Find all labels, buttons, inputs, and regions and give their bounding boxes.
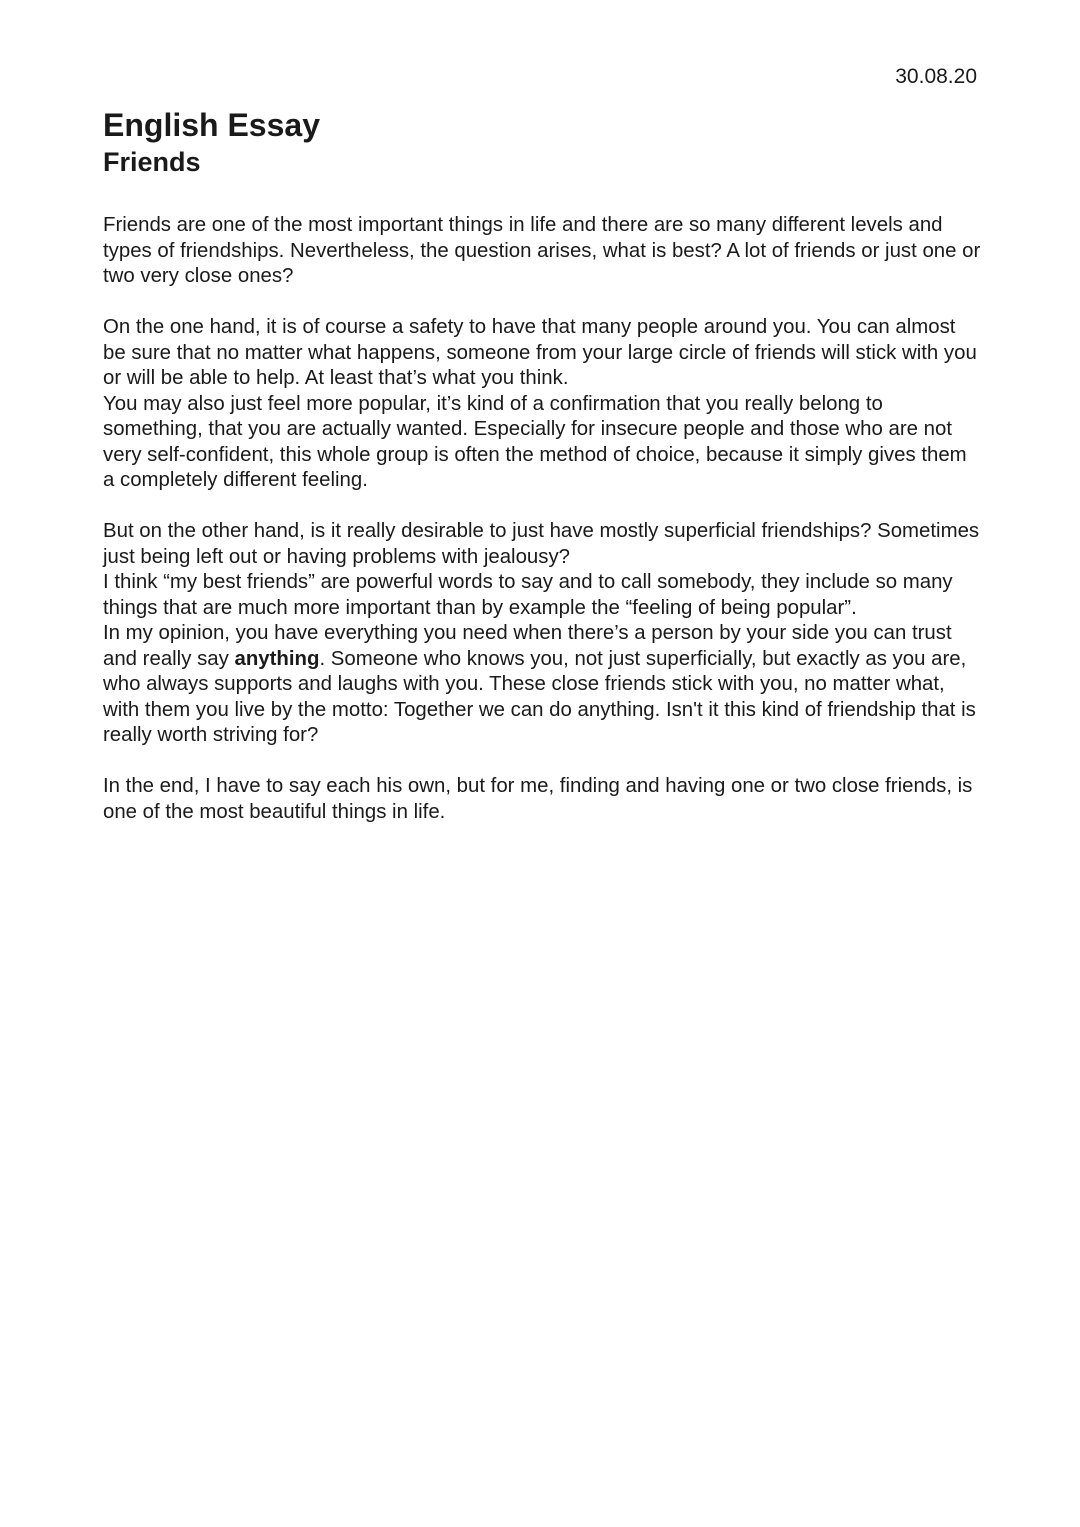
- opinion-emphasis: anything: [234, 647, 320, 670]
- document-title: English Essay: [103, 107, 320, 143]
- document-subtitle: Friends: [103, 147, 201, 177]
- paragraph-conclusion: In the end, I have to say each his own, but for me, finding and having one or two close friends, is one of the most beautiful things in life.: [103, 775, 973, 823]
- paragraph-spacer: [103, 494, 983, 520]
- essay-body: [103, 213, 983, 825]
- paragraph-spacer: [103, 749, 983, 775]
- paragraph-spacer: [103, 290, 983, 316]
- date-label: 30.08.20: [895, 65, 977, 88]
- paragraph-best-friends: I think “my best friends” are powerful words to say and to call somebody, they include so many things that are much more important than by example the “feeling of being popular”.: [103, 571, 953, 619]
- paragraph-popularity: You may also just feel more popular, it’s kind of a confirmation that you really belong to something, that you are actually wanted. Especially for insecure people and those who are not very self-confident, this whole group is often the method of choice, because it simply gives them a completely different feeling.: [103, 392, 967, 491]
- paragraph-one-hand: On the one hand, it is of course a safety to have that many people around you. You can almost be sure that no matter what happens, someone from your large circle of friends will stick with you or will be able to help. At least that’s what you think.: [103, 316, 977, 389]
- paragraph-intro: Friends are one of the most important things in life and there are so many different levels and types of friendships. Nevertheless, the question arises, what is best? A lot of friends or just one or two very close ones?: [103, 214, 981, 287]
- paragraph-opinion: [103, 621, 983, 749]
- paragraph-other-hand: But on the other hand, is it really desirable to just have mostly superficial friendships? Sometimes just being left out or having problems with jealousy?: [103, 520, 980, 568]
- opinion-text-end: . Someone who knows you, not just superficially, but exactly as you are, who always supports and laughs with you. These close friends stick with you, no matter what, with them you live by the motto: Together we can do anything. Isn't it this kind of friendship that is really worth striving for?: [103, 647, 976, 746]
- opinion-text-start: In my opinion, you have everything you need when there’s a person by your side you can trust and really say: [103, 622, 952, 670]
